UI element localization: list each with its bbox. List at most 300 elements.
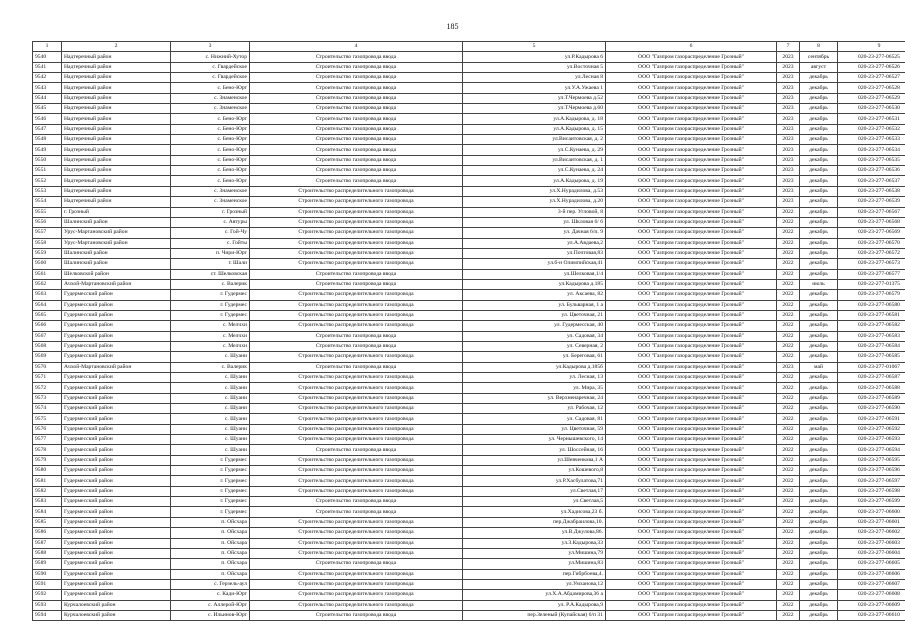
cell-row-number: 9546 — [33, 114, 62, 124]
cell-registry-number: 020-23-277-06593 — [838, 435, 905, 445]
cell-district: Гудермесский район — [62, 352, 171, 362]
cell-address: ул.Висаитовская, д. 2 — [463, 135, 606, 145]
cell-month: декабрь — [800, 248, 838, 258]
cell-settlement: с. Шуани — [171, 352, 250, 362]
cell-registry-number: 020-23-277-06581 — [838, 310, 905, 320]
cell-month: декабрь — [800, 300, 838, 310]
cell-district: Надтеречный район — [62, 197, 171, 207]
cell-work-type: Строительство распределительного газопровода — [250, 238, 463, 248]
cell-year: 2022 — [777, 393, 800, 403]
cell-district: Гудермесский район — [62, 497, 171, 507]
cell-year: 2022 — [777, 279, 800, 289]
cell-row-number: 9593 — [33, 600, 62, 610]
cell-row-number: 9580 — [33, 466, 62, 476]
cell-district: Гудермесский район — [62, 300, 171, 310]
cell-year: 2022 — [777, 517, 800, 527]
table-row — [33, 507, 905, 517]
cell-year: 2022 — [777, 207, 800, 217]
cell-registry-number: 020-23-277-06525 — [838, 52, 905, 62]
cell-registry-number: 020-23-277-06534 — [838, 145, 905, 155]
cell-settlement: г. Гудермес — [171, 290, 250, 300]
cell-month: май — [800, 362, 838, 372]
table-row — [33, 486, 905, 496]
cell-work-type: Строительство газопровода ввода — [250, 145, 463, 155]
cell-address: ул.Р.Кадырова 6 — [463, 52, 606, 62]
cell-work-type: Строительство распределительного газопровода — [250, 321, 463, 331]
cell-year: 2022 — [777, 321, 800, 331]
cell-address: ул.З.Кадырова,33 — [463, 538, 606, 548]
cell-district: Надтеречный район — [62, 52, 171, 62]
cell-registry-number: 020-23-277-06570 — [838, 238, 905, 248]
table-row — [33, 176, 905, 186]
cell-year: 2022 — [777, 414, 800, 424]
cell-district: Гудермесский район — [62, 455, 171, 465]
cell-registry-number: 020-23-277-06608 — [838, 590, 905, 600]
cell-district: Надтеречный район — [62, 145, 171, 155]
cell-row-number: 9584 — [33, 507, 62, 517]
cell-year: 2022 — [777, 248, 800, 258]
table-row — [33, 166, 905, 176]
cell-registry-number: 020-23-277-06538 — [838, 186, 905, 196]
cell-work-type: Строительство распределительного газопровода — [250, 538, 463, 548]
cell-work-type: Строительство распределительного газопровода — [250, 600, 463, 610]
cell-work-type: Строительство распределительного газопровода — [250, 548, 463, 558]
cell-row-number: 9549 — [33, 145, 62, 155]
cell-row-number: 9585 — [33, 517, 62, 527]
cell-address: ул. Садовая, 81 — [463, 414, 606, 424]
cell-month: декабрь — [800, 331, 838, 341]
cell-address: ул.Р.Хасбулатова,71 — [463, 476, 606, 486]
cell-district: Ачхой-Мартановский район — [62, 279, 171, 289]
cell-settlement: с. Шуани — [171, 435, 250, 445]
cell-address: ул.Хадисова,23 б. — [463, 507, 606, 517]
cell-work-type: Строительство газопровода ввода — [250, 445, 463, 455]
cell-month: декабрь — [800, 228, 838, 238]
table-row — [33, 600, 905, 610]
cell-registry-number: 020-23-277-06588 — [838, 383, 905, 393]
cell-month: декабрь — [800, 166, 838, 176]
cell-work-type: Строительство распределительного газопровода — [250, 528, 463, 538]
cell-year: 2023 — [777, 176, 800, 186]
cell-district: Надтеречный район — [62, 104, 171, 114]
cell-month: декабрь — [800, 559, 838, 569]
cell-work-type: Строительство распределительного газопровода — [250, 248, 463, 258]
cell-work-type: Строительство газопровода ввода — [250, 73, 463, 83]
cell-month: декабрь — [800, 310, 838, 320]
table-row — [33, 393, 905, 403]
cell-work-type: Строительство распределительного газопровода — [250, 414, 463, 424]
cell-organization: ООО "Газпром газораспределение Грозный" — [606, 228, 777, 238]
table-row — [33, 424, 905, 434]
table-row — [33, 455, 905, 465]
table-row — [33, 217, 905, 227]
cell-work-type: Строительство распределительного газопровода — [250, 217, 463, 227]
cell-settlement: с. Шуани — [171, 414, 250, 424]
cell-registry-number: 020-23-277-06601 — [838, 517, 905, 527]
table-row — [33, 497, 905, 507]
cell-registry-number: 020-23-277-06536 — [838, 166, 905, 176]
cell-organization: ООО "Газпром газораспределение Грозный" — [606, 176, 777, 186]
cell-district: Гудермесский район — [62, 507, 171, 517]
header-cell-2: 2 — [62, 42, 171, 52]
cell-work-type: Строительство распределительного газопровода — [250, 579, 463, 589]
cell-work-type: Строительство распределительного газопровода — [250, 290, 463, 300]
cell-registry-number: 020-23-277-06579 — [838, 290, 905, 300]
cell-settlement: п. Ойсхара — [171, 538, 250, 548]
cell-month: декабрь — [800, 176, 838, 186]
cell-address: ул.В.Джулова,86. — [463, 528, 606, 538]
table-row — [33, 590, 905, 600]
cell-organization: ООО "Газпром газораспределение Грозный" — [606, 62, 777, 72]
cell-registry-number: 020-23-277-06582 — [838, 321, 905, 331]
cell-district: Гудермесский район — [62, 341, 171, 351]
cell-district: Гудермесский район — [62, 435, 171, 445]
cell-district: Надтеречный район — [62, 73, 171, 83]
cell-district: Гудермесский район — [62, 559, 171, 569]
cell-address: ул.А.Кадырова, д. 19 — [463, 176, 606, 186]
cell-organization: ООО "Газпром газораспределение Грозный" — [606, 238, 777, 248]
table-row — [33, 414, 905, 424]
cell-year: 2023 — [777, 186, 800, 196]
table-row — [33, 466, 905, 476]
cell-organization: ООО "Газпром газораспределение Грозный" — [606, 600, 777, 610]
cell-settlement: с. Мелчхи — [171, 331, 250, 341]
cell-district: Шалинский район — [62, 217, 171, 227]
cell-year: 2023 — [777, 93, 800, 103]
header-cell-8: 8 — [800, 42, 838, 52]
cell-row-number: 9586 — [33, 528, 62, 538]
table-row — [33, 259, 905, 269]
cell-registry-number: 020-23-277-06607 — [838, 579, 905, 589]
cell-district: г. Грозный — [62, 207, 171, 217]
cell-settlement: с. Гойты — [171, 238, 250, 248]
cell-settlement: с. Гвардейское — [171, 62, 250, 72]
cell-settlement: с. Бено-Юрт — [171, 124, 250, 134]
registry-table — [32, 41, 905, 621]
cell-organization: ООО "Газпром газораспределение Грозный" — [606, 414, 777, 424]
cell-month: декабрь — [800, 445, 838, 455]
cell-month: декабрь — [800, 145, 838, 155]
cell-settlement: г. Гудермес — [171, 466, 250, 476]
cell-settlement: с. Бено-Юрт — [171, 176, 250, 186]
cell-district: Гудермесский район — [62, 517, 171, 527]
cell-organization: ООО "Газпром газораспределение Грозный" — [606, 476, 777, 486]
cell-organization: ООО "Газпром газораспределение Грозный" — [606, 424, 777, 434]
cell-settlement: г. Гудермес — [171, 486, 250, 496]
cell-year: 2022 — [777, 455, 800, 465]
cell-year: 2022 — [777, 497, 800, 507]
cell-organization: ООО "Газпром газораспределение Грозный" — [606, 435, 777, 445]
cell-work-type: Строительство газопровода ввода — [250, 52, 463, 62]
cell-district: Надтеречный район — [62, 62, 171, 72]
cell-settlement: г. Шали — [171, 259, 250, 269]
cell-work-type: Строительство газопровода ввода — [250, 62, 463, 72]
cell-settlement: с. Знаменское — [171, 104, 250, 114]
cell-settlement: п. Ойсхара — [171, 528, 250, 538]
cell-registry-number: 020-23-277-06528 — [838, 83, 905, 93]
table-row — [33, 52, 905, 62]
cell-row-number: 9556 — [33, 217, 62, 227]
cell-settlement: с. Шуани — [171, 373, 250, 383]
cell-organization: ООО "Газпром газораспределение Грозный" — [606, 124, 777, 134]
cell-organization: ООО "Газпром газораспределение Грозный" — [606, 269, 777, 279]
table-row — [33, 559, 905, 569]
cell-registry-number: 020-23-277-06567 — [838, 207, 905, 217]
cell-registry-number: 020-23-277-06589 — [838, 393, 905, 403]
cell-address: ул. Чернышевского, 14 — [463, 435, 606, 445]
cell-work-type: Строительство распределительного газопровода — [250, 207, 463, 217]
cell-settlement: п. Ойсхара — [171, 569, 250, 579]
cell-row-number: 9592 — [33, 590, 62, 600]
cell-month: декабрь — [800, 517, 838, 527]
cell-work-type: Строительство газопровода ввода — [250, 135, 463, 145]
header-cell-3: 3 — [171, 42, 250, 52]
cell-address: 3-й пер. Угловой, 8 — [463, 207, 606, 217]
header-row — [33, 42, 905, 52]
cell-work-type: Строительство газопровода ввода — [250, 114, 463, 124]
cell-settlement: с. Гой-Чу — [171, 228, 250, 238]
cell-work-type: Строительство распределительного газопровода — [250, 466, 463, 476]
header-cell-9: 9 — [838, 42, 905, 52]
cell-district: Гудермесский район — [62, 548, 171, 558]
cell-address: ул. Рабочая, 12 — [463, 404, 606, 414]
cell-organization: ООО "Газпром газораспределение Грозный" — [606, 548, 777, 558]
cell-organization: ООО "Газпром газораспределение Грозный" — [606, 455, 777, 465]
cell-settlement: с. Бено-Юрт — [171, 135, 250, 145]
cell-organization: ООО "Газпром газораспределение Грозный" — [606, 73, 777, 83]
cell-settlement: с. Гвардейское — [171, 73, 250, 83]
cell-settlement: с. Шуани — [171, 424, 250, 434]
cell-organization: ООО "Газпром газораспределение Грозный" — [606, 83, 777, 93]
cell-registry-number: 020-23-277-06590 — [838, 404, 905, 414]
cell-year: 2023 — [777, 104, 800, 114]
cell-settlement: с. Знаменское — [171, 186, 250, 196]
cell-month: декабрь — [800, 83, 838, 93]
cell-work-type: Строительство распределительного газопровода — [250, 476, 463, 486]
cell-organization: ООО "Газпром газораспределение Грозный" — [606, 186, 777, 196]
cell-year: 2022 — [777, 559, 800, 569]
cell-month: декабрь — [800, 590, 838, 600]
cell-address: пер.Зеленый (Купайская) 6/п 31 — [463, 610, 606, 620]
cell-registry-number: 020-23-277-06577 — [838, 269, 905, 279]
cell-organization: ООО "Газпром газораспределение Грозный" — [606, 166, 777, 176]
cell-work-type: Строительство распределительного газопровода — [250, 228, 463, 238]
table-row — [33, 93, 905, 103]
cell-year: 2022 — [777, 300, 800, 310]
cell-month: декабрь — [800, 414, 838, 424]
cell-month: декабрь — [800, 124, 838, 134]
cell-year: 2023 — [777, 124, 800, 134]
cell-month: декабрь — [800, 548, 838, 558]
cell-district: Надтеречный район — [62, 176, 171, 186]
cell-address: ул.б-н Олимпийская,41 — [463, 259, 606, 269]
cell-address: ул.У.А.Ужаева 1 — [463, 83, 606, 93]
cell-work-type: Строительство распределительного газопровода — [250, 259, 463, 269]
cell-organization: ООО "Газпром газораспределение Грозный" — [606, 528, 777, 538]
cell-month: декабрь — [800, 341, 838, 351]
cell-month: декабрь — [800, 486, 838, 496]
cell-month: декабрь — [800, 424, 838, 434]
cell-address: ул.Шевченкова,1 А — [463, 455, 606, 465]
cell-address: ул.Т.Чермоева д.60 — [463, 104, 606, 114]
cell-registry-number: 020-23-277-06572 — [838, 248, 905, 258]
cell-row-number: 9583 — [33, 497, 62, 507]
cell-month: декабрь — [800, 321, 838, 331]
cell-year: 2022 — [777, 352, 800, 362]
cell-organization: ООО "Газпром газораспределение Грозный" — [606, 404, 777, 414]
cell-address: пер.Джабраилова,10. — [463, 517, 606, 527]
cell-address: ул. Дачная 6/п. 9 — [463, 228, 606, 238]
cell-district: Гудермесский район — [62, 476, 171, 486]
cell-registry-number: 020-23-277-06526 — [838, 62, 905, 72]
cell-row-number: 9564 — [33, 300, 62, 310]
cell-registry-number: 020-23-277-06527 — [838, 73, 905, 83]
cell-year: 2023 — [777, 135, 800, 145]
cell-address: ул.Х.Нурадилова, д.53 — [463, 186, 606, 196]
cell-organization: ООО "Газпром газораспределение Грозный" — [606, 290, 777, 300]
cell-district: Гудермесский район — [62, 383, 171, 393]
cell-registry-number: 020-23-277-06539 — [838, 197, 905, 207]
cell-registry-number: 020-23-277-06595 — [838, 455, 905, 465]
cell-registry-number: 020-23-277-06531 — [838, 114, 905, 124]
cell-organization: ООО "Газпром газораспределение Грозный" — [606, 114, 777, 124]
cell-year: 2022 — [777, 341, 800, 351]
cell-row-number: 9557 — [33, 228, 62, 238]
cell-organization: ООО "Газпром газораспределение Грозный" — [606, 538, 777, 548]
table-row — [33, 548, 905, 558]
cell-settlement: ст. Шелковская — [171, 269, 250, 279]
cell-registry-number: 020-23-277-06597 — [838, 476, 905, 486]
cell-district: Гудермесский район — [62, 569, 171, 579]
cell-organization: ООО "Газпром газораспределение Грозный" — [606, 517, 777, 527]
cell-row-number: 9561 — [33, 269, 62, 279]
cell-year: 2022 — [777, 569, 800, 579]
cell-address: ул.Почтовая,83 — [463, 248, 606, 258]
cell-year: 2022 — [777, 228, 800, 238]
cell-registry-number: 020-23-277-06573 — [838, 259, 905, 269]
cell-registry-number: 020-23-277-06529 — [838, 93, 905, 103]
cell-organization: ООО "Газпром газораспределение Грозный" — [606, 300, 777, 310]
table-row — [33, 135, 905, 145]
table-row — [33, 269, 905, 279]
cell-row-number: 9587 — [33, 538, 62, 548]
cell-year: 2022 — [777, 259, 800, 269]
cell-registry-number: 020-23-277-06583 — [838, 331, 905, 341]
cell-work-type: Строительство газопровода ввода — [250, 341, 463, 351]
cell-settlement: с. Знаменское — [171, 197, 250, 207]
cell-settlement: г. Гудермес — [171, 507, 250, 517]
cell-district: Надтеречный район — [62, 166, 171, 176]
cell-month: декабрь — [800, 155, 838, 165]
cell-month: декабрь — [800, 600, 838, 610]
table-row — [33, 404, 905, 414]
cell-district: Гудермесский район — [62, 331, 171, 341]
cell-organization: ООО "Газпром газораспределение Грозный" — [606, 486, 777, 496]
table-body — [33, 52, 905, 621]
cell-district: Ачхой-Мартановский район — [62, 362, 171, 372]
table-row — [33, 62, 905, 72]
cell-row-number: 9550 — [33, 155, 62, 165]
cell-work-type: Строительство распределительного газопровода — [250, 404, 463, 414]
cell-row-number: 9571 — [33, 373, 62, 383]
cell-organization: ООО "Газпром газораспределение Грозный" — [606, 466, 777, 476]
cell-row-number: 9568 — [33, 341, 62, 351]
cell-work-type: Строительство газопровода ввода — [250, 279, 463, 289]
cell-work-type: Строительство распределительного газопровода — [250, 569, 463, 579]
cell-settlement: п. Ойсхара — [171, 548, 250, 558]
cell-row-number: 9547 — [33, 124, 62, 134]
cell-work-type: Строительство распределительного газопровода — [250, 486, 463, 496]
cell-year: 2023 — [777, 197, 800, 207]
cell-settlement: п. Чири-Юрт — [171, 248, 250, 258]
cell-row-number: 9574 — [33, 404, 62, 414]
cell-month: декабрь — [800, 393, 838, 403]
cell-registry-number: 020-23-277-06596 — [838, 466, 905, 476]
table-row — [33, 207, 905, 217]
cell-address: ул.Мишина,83 — [463, 559, 606, 569]
table-row — [33, 145, 905, 155]
cell-address: ул. Лесная, 13 — [463, 373, 606, 383]
cell-registry-number: 020-23-277-06568 — [838, 217, 905, 227]
cell-year: 2022 — [777, 373, 800, 383]
cell-year: 2022 — [777, 610, 800, 620]
cell-registry-number: 020-23-277-06591 — [838, 414, 905, 424]
cell-month: декабрь — [800, 73, 838, 83]
header-cell-1: 1 — [33, 42, 62, 52]
cell-address: ул.Лесная 8 — [463, 73, 606, 83]
cell-registry-number: 020-23-277-06604 — [838, 548, 905, 558]
cell-year: 2022 — [777, 331, 800, 341]
cell-organization: ООО "Газпром газораспределение Грозный" — [606, 331, 777, 341]
cell-registry-number: 020-23-277-06600 — [838, 507, 905, 517]
cell-organization: ООО "Газпром газораспределение Грозный" — [606, 507, 777, 517]
cell-district: Надтеречный район — [62, 83, 171, 93]
cell-address: ул.С.Кунаева, д. 24 — [463, 166, 606, 176]
cell-address: ул. Р.А.Кадырова,9 — [463, 600, 606, 610]
cell-month: сентябрь — [800, 52, 838, 62]
cell-work-type: Строительство газопровода ввода — [250, 155, 463, 165]
table-row — [33, 228, 905, 238]
cell-row-number: 9590 — [33, 569, 62, 579]
cell-settlement: г. Гудермес — [171, 497, 250, 507]
cell-row-number: 9554 — [33, 197, 62, 207]
cell-address: ул. Бульварная, 1 а — [463, 300, 606, 310]
cell-month: август — [800, 62, 838, 72]
cell-organization: ООО "Газпром газораспределение Грозный" — [606, 197, 777, 207]
cell-settlement: с. Герзель-аул — [171, 579, 250, 589]
table-row — [33, 569, 905, 579]
cell-month: декабрь — [800, 497, 838, 507]
cell-registry-number: 020-23-277-06606 — [838, 569, 905, 579]
cell-district: Гудермесский район — [62, 528, 171, 538]
cell-work-type: Строительство газопровода ввода — [250, 559, 463, 569]
cell-row-number: 9552 — [33, 176, 62, 186]
cell-row-number: 9591 — [33, 579, 62, 589]
cell-address: ул. Верхненаречная, 24 — [463, 393, 606, 403]
cell-settlement: с. Ильинов-Юрт — [171, 610, 250, 620]
cell-settlement: г. Гудермес — [171, 300, 250, 310]
header-cell-5: 5 — [463, 42, 606, 52]
cell-address: ул.Светлая,17 — [463, 486, 606, 496]
cell-year: 2023 — [777, 166, 800, 176]
cell-row-number: 9540 — [33, 52, 62, 62]
cell-registry-number: 020-23-277-06599 — [838, 497, 905, 507]
cell-month: декабрь — [800, 93, 838, 103]
cell-month: июль — [800, 279, 838, 289]
cell-row-number: 9545 — [33, 104, 62, 114]
cell-row-number: 9566 — [33, 321, 62, 331]
cell-month: декабрь — [800, 466, 838, 476]
